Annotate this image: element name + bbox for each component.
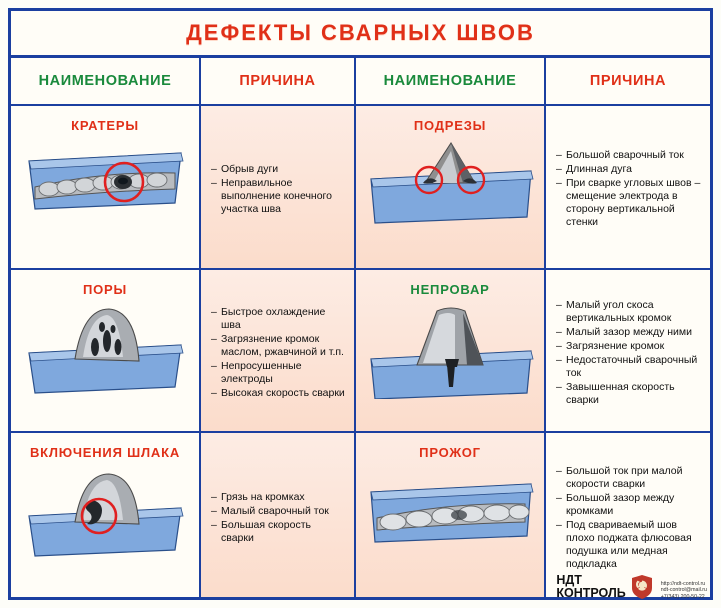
defect-name-pory: ПОРЫ bbox=[82, 281, 128, 297]
cause-item: – Большой зазор между кромками bbox=[556, 492, 702, 518]
logo-contact-email: ndt-control@mail.ru bbox=[660, 587, 707, 594]
cause-item: – Малый зазор между ними bbox=[556, 326, 702, 339]
defect-cell-neprovar bbox=[356, 270, 546, 434]
cause-item: – Длинная дуга bbox=[556, 163, 702, 176]
cause-cell-pory bbox=[201, 270, 356, 434]
cause-item: – Быстрое охлаждение шва bbox=[211, 306, 346, 332]
cause-item: – Большой ток при малой скорости сварки bbox=[556, 465, 702, 491]
logo-contacts bbox=[661, 581, 707, 600]
defect-cell-vklyucheniya-shlaka bbox=[11, 433, 201, 597]
weld-bead-with-crater-illustration bbox=[23, 139, 188, 219]
shield-icon bbox=[631, 574, 653, 600]
defect-name-kratery: КРАТЕРЫ bbox=[71, 118, 139, 133]
cause-item: – Завышенная скорость сварки bbox=[556, 381, 702, 407]
logo-contact-site: http://ndt-control.ru bbox=[660, 580, 706, 587]
cause-item: – При сварке угловых швов – смещение электрода в сторону вертикальной стенки bbox=[556, 177, 702, 229]
cause-item: – Обрыв дуги bbox=[211, 163, 346, 176]
defect-name-vklyucheniya-shlaka: ВКЛЮЧЕНИЯ ШЛАКА bbox=[29, 445, 181, 461]
cause-item: – Непросушенные электроды bbox=[211, 360, 346, 386]
cause-list-kratery bbox=[211, 163, 346, 217]
cause-item: – Под свариваемый шов плохо поджата флюсовая подушка или медная подкладка bbox=[556, 519, 702, 571]
cause-cell-neprovar bbox=[546, 270, 710, 434]
cause-list-vklyucheniya-shlaka bbox=[211, 491, 346, 546]
cause-item: – Малый сварочный ток bbox=[211, 505, 346, 518]
defects-table bbox=[11, 58, 710, 597]
logo-contact-phone: +7(343) 200-50-22 bbox=[660, 593, 705, 600]
defect-cell-kratery bbox=[11, 106, 201, 270]
defect-cell-pory bbox=[11, 270, 201, 434]
page-title: ДЕФЕКТЫ СВАРНЫХ ШВОВ bbox=[186, 20, 535, 45]
cause-cell-kratery bbox=[201, 106, 356, 270]
defect-name-podrezy: ПОДРЕЗЫ bbox=[413, 118, 487, 133]
weld-burn-through-illustration bbox=[363, 466, 538, 558]
cause-item: – Высокая скорость сварки bbox=[211, 387, 346, 400]
cause-list-pory bbox=[211, 306, 346, 401]
cause-list-podrezy bbox=[556, 149, 702, 230]
column-header-cause-2: ПРИЧИНА bbox=[546, 58, 710, 106]
poster-title-bar bbox=[11, 11, 710, 58]
weld-cross-section-pores-illustration bbox=[23, 303, 188, 395]
defect-name-prozhog: ПРОЖОГ bbox=[419, 445, 481, 461]
cause-list-prozhog bbox=[556, 465, 702, 572]
cause-item: – Загрязнение кромок маслом, ржавчиной и т.п. bbox=[211, 333, 346, 359]
cause-item: – Недостаточный сварочный ток bbox=[556, 354, 702, 380]
defect-name-neprovar: НЕПРОВАР bbox=[410, 281, 490, 297]
weld-cross-section-lack-of-fusion-illustration bbox=[363, 303, 538, 399]
defect-cell-podrezy bbox=[356, 106, 546, 270]
weld-cross-section-slag-illustration bbox=[23, 466, 188, 558]
fillet-weld-undercut-illustration bbox=[363, 139, 538, 227]
logo-line-1: НДТ bbox=[556, 573, 582, 587]
ndt-control-logo bbox=[556, 574, 707, 600]
column-header-name-2: НАИМЕНОВАНИЕ bbox=[356, 58, 546, 106]
cause-cell-vklyucheniya-shlaka bbox=[201, 433, 356, 597]
logo-text bbox=[556, 574, 625, 600]
defect-cell-prozhog bbox=[356, 433, 546, 597]
logo-line-2: КОНТРОЛЬ bbox=[556, 586, 626, 600]
column-header-name-1: НАИМЕНОВАНИЕ bbox=[11, 58, 201, 106]
cause-item: – Загрязнение кромок bbox=[556, 340, 702, 353]
column-header-cause-1: ПРИЧИНА bbox=[201, 58, 356, 106]
cause-item: – Большая скорость сварки bbox=[211, 519, 346, 545]
cause-list-neprovar bbox=[556, 299, 702, 408]
cause-item: – Малый угол скоса вертикальных кромок bbox=[556, 299, 702, 325]
cause-item: – Неправильное выполнение конечного участка шва bbox=[211, 177, 346, 216]
cause-item: – Грязь на кромках bbox=[211, 491, 346, 504]
cause-cell-podrezy bbox=[546, 106, 710, 270]
cause-item: – Большой сварочный ток bbox=[556, 149, 702, 162]
